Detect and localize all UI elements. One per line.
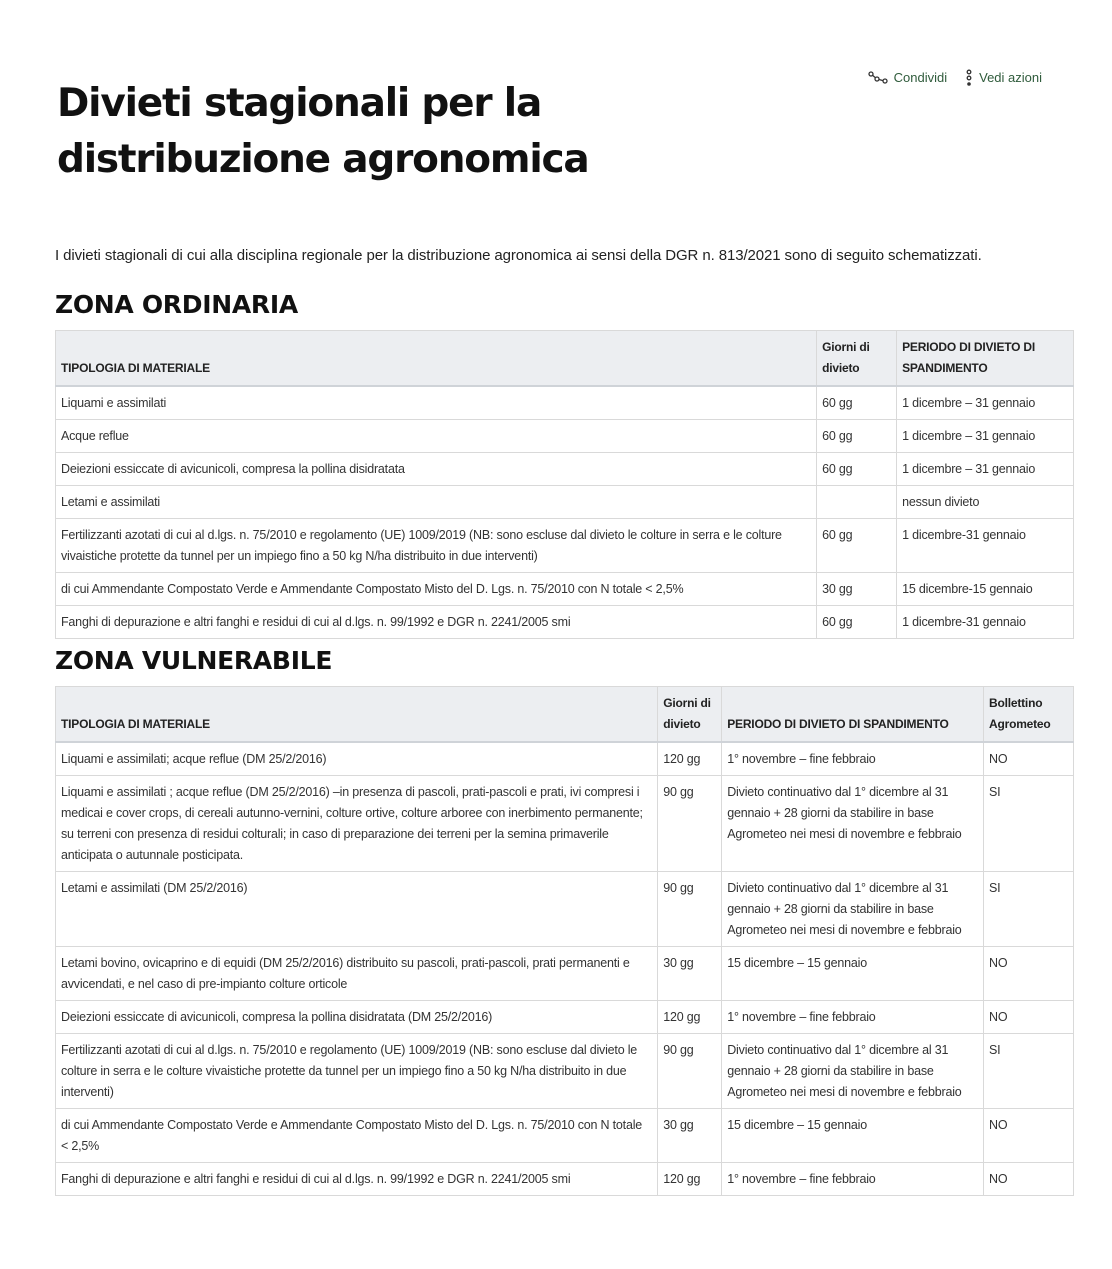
table-cell: SI [984, 776, 1074, 872]
table-cell: 120 gg [658, 1163, 722, 1196]
table-cell: SI [984, 872, 1074, 947]
table-row [56, 486, 1074, 519]
table-cell: Fertilizzanti azotati di cui al d.lgs. n. 75/2010 e regolamento (UE) 1009/2019 (NB: sono escluse dal divieto le colture in serra e le colture vivaistiche protette da tunnel per un impiego fino a 50 kg N/ha distribuito in due interventi) [56, 1034, 658, 1109]
table-row [56, 573, 1074, 606]
table-cell: Letami bovino, ovicaprino e di equidi (DM 25/2/2016) distribuito su pascoli, prati-pascoli, prati permanenti e avvicendati, e nel caso di pre-impianto colture orticole [56, 947, 658, 1001]
table-cell: NO [984, 947, 1074, 1001]
table-cell: Fanghi di depurazione e altri fanghi e residui di cui al d.lgs. n. 99/1992 e DGR n. 2241/2005 smi [56, 1163, 658, 1196]
zona-ordinaria-heading: ZONA ORDINARIA [55, 290, 298, 319]
table-cell: 30 gg [817, 573, 897, 606]
more-actions-button[interactable] [965, 68, 1042, 86]
zona-ordinaria-table [55, 330, 1074, 639]
table-header-row [56, 331, 1074, 387]
table-row [56, 420, 1074, 453]
zona-vulnerabile-table [55, 686, 1074, 1196]
table-row [56, 872, 1074, 947]
table-cell: NO [984, 1109, 1074, 1163]
column-header: PERIODO DI DIVIETO DI SPANDIMENTO [722, 687, 984, 743]
share-label: Condividi [893, 69, 948, 85]
table-cell: 15 dicembre-15 gennaio [897, 573, 1074, 606]
table-cell: Liquami e assimilati ; acque reflue (DM 25/2/2016) –in presenza di pascoli, prati-pascoli e prati, ivi compresi i medicai e cover crops, di cereali autunno-vernini, colture ortive, colture arboree con inerbimento permanente; su terreni con presenza di residui colturali; in caso di preparazione dei terreni per la semina primaverile anticipata o autunnale posticipata. [56, 776, 658, 872]
table-cell: Acque reflue [56, 420, 817, 453]
column-header: TIPOLOGIA DI MATERIALE [56, 687, 658, 743]
table-row [56, 519, 1074, 573]
table-row [56, 1163, 1074, 1196]
table-cell: Divieto continuativo dal 1° dicembre al 31 gennaio + 28 giorni da stabilire in base Agrometeo nei mesi di novembre e febbraio [722, 776, 984, 872]
table-cell: 1 dicembre – 31 gennaio [897, 453, 1074, 486]
table-cell: 60 gg [817, 519, 897, 573]
zona-vulnerabile-heading: ZONA VULNERABILE [55, 646, 333, 675]
table-cell: di cui Ammendante Compostato Verde e Ammendante Compostato Misto del D. Lgs. n. 75/2010 con N totale < 2,5% [56, 1109, 658, 1163]
share-button[interactable] [868, 70, 947, 85]
table-cell: Deiezioni essiccate di avicunicoli, compresa la pollina disidratata (DM 25/2/2016) [56, 1001, 658, 1034]
table-cell: Letami e assimilati (DM 25/2/2016) [56, 872, 658, 947]
table-row [56, 1001, 1074, 1034]
table-cell: NO [984, 1163, 1074, 1196]
top-actions [868, 68, 1042, 86]
table-cell: NO [984, 1001, 1074, 1034]
table-cell: nessun divieto [897, 486, 1074, 519]
table-cell: 60 gg [817, 453, 897, 486]
table-row [56, 1034, 1074, 1109]
table-cell: 90 gg [658, 1034, 722, 1109]
table-cell: 120 gg [658, 1001, 722, 1034]
table-cell: 90 gg [658, 776, 722, 872]
table-cell: 1° novembre – fine febbraio [722, 1001, 984, 1034]
table-cell: Fertilizzanti azotati di cui al d.lgs. n. 75/2010 e regolamento (UE) 1009/2019 (NB: sono escluse dal divieto le colture in serra e le colture vivaistiche protette da tunnel per un impiego fino a 50 kg N/ha distribuito in due interventi) [56, 519, 817, 573]
share-icon [868, 70, 888, 84]
more-vertical-icon [965, 68, 973, 86]
table-header-row [56, 687, 1074, 743]
table-cell: di cui Ammendante Compostato Verde e Ammendante Compostato Misto del D. Lgs. n. 75/2010 con N totale < 2,5% [56, 573, 817, 606]
table-row [56, 606, 1074, 639]
table-cell: 90 gg [658, 872, 722, 947]
table-cell: Fanghi di depurazione e altri fanghi e residui di cui al d.lgs. n. 99/1992 e DGR n. 2241/2005 smi [56, 606, 817, 639]
table-cell: 120 gg [658, 742, 722, 776]
table-cell: 15 dicembre – 15 gennaio [722, 947, 984, 1001]
column-header: Giorni di divieto [658, 687, 722, 743]
table-cell: Deiezioni essiccate di avicunicoli, compresa la pollina disidratata [56, 453, 817, 486]
table-cell: 1° novembre – fine febbraio [722, 742, 984, 776]
table-cell: 15 dicembre – 15 gennaio [722, 1109, 984, 1163]
table-row [56, 742, 1074, 776]
more-actions-label: Vedi azioni [979, 69, 1042, 85]
table-row [56, 776, 1074, 872]
table-row [56, 453, 1074, 486]
table-cell: Liquami e assimilati [56, 386, 817, 420]
table-cell: 1 dicembre-31 gennaio [897, 606, 1074, 639]
table-cell: Divieto continuativo dal 1° dicembre al 31 gennaio + 28 giorni da stabilire in base Agrometeo nei mesi di novembre e febbraio [722, 1034, 984, 1109]
table-cell: 1 dicembre – 31 gennaio [897, 386, 1074, 420]
table-row [56, 947, 1074, 1001]
column-header: Giorni di divieto [817, 331, 897, 387]
page-title: Divieti stagionali per la distribuzione agronomica [57, 81, 589, 182]
table-cell: 1 dicembre – 31 gennaio [897, 420, 1074, 453]
table-cell: 60 gg [817, 606, 897, 639]
table-cell: SI [984, 1034, 1074, 1109]
table-cell [817, 486, 897, 519]
table-cell: 30 gg [658, 1109, 722, 1163]
table-cell: NO [984, 742, 1074, 776]
table-row [56, 386, 1074, 420]
intro-paragraph: I divieti stagionali di cui alla disciplina regionale per la distribuzione agronomica ai sensi della DGR n. 813/2021 sono di seguito schematizzati. [55, 247, 982, 264]
column-header: Bollettino Agrometeo [984, 687, 1074, 743]
table-cell: Divieto continuativo dal 1° dicembre al 31 gennaio + 28 giorni da stabilire in base Agrometeo nei mesi di novembre e febbraio [722, 872, 984, 947]
table-cell: 1° novembre – fine febbraio [722, 1163, 984, 1196]
table-cell: 1 dicembre-31 gennaio [897, 519, 1074, 573]
table-cell: Letami e assimilati [56, 486, 817, 519]
table-cell: 60 gg [817, 420, 897, 453]
table-cell: 30 gg [658, 947, 722, 1001]
table-cell: Liquami e assimilati; acque reflue (DM 25/2/2016) [56, 742, 658, 776]
table-cell: 60 gg [817, 386, 897, 420]
table-row [56, 1109, 1074, 1163]
column-header: PERIODO DI DIVIETO DI SPANDIMENTO [897, 331, 1074, 387]
column-header: TIPOLOGIA DI MATERIALE [56, 331, 817, 387]
